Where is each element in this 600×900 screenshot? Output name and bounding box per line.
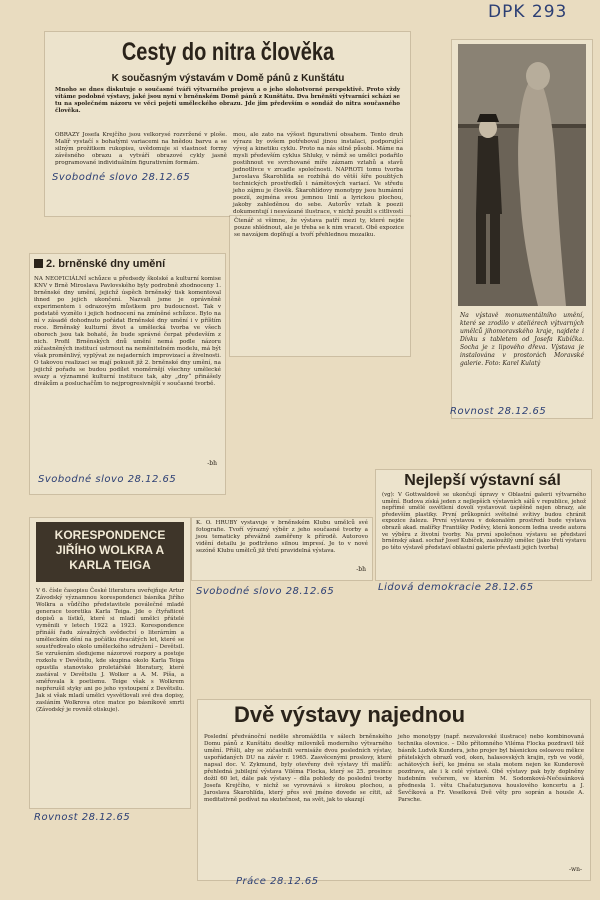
article-sign: -bh [356, 566, 366, 573]
article-title-text: 2. brněnské dny umění [46, 258, 166, 270]
article-hruby-clipping [192, 518, 372, 580]
article-subtitle: K současným výstavám v Domě pánů z Kunštátu [111, 73, 345, 84]
article-cesty-continuation [230, 216, 410, 356]
article-dny-umeni-clipping [30, 254, 225, 494]
article-body: NA NEOFICIÁLNÍ schůzce u předsedy školské a kulturní komise KNV v Brně Miroslava Pavlovského byly podrobně zhodnoceny 1. brněnské dny umění, jejichž úspěch brněnský tisk komentoval ihned po jejich ukončení. Nazvali jsme je oprávněně experimentem i odrazovým můstkem pro budoucnost. Tak v podstatě vyznělo i jejich hodnocení na zmíněné schůzce. Bylo na ní v zásadě dohodnuto pořádat Brněnské dny umění i v příštím roce. Brněnský kulturní život a umělecká tvorba ve všech oborech jsou tak bohaté, že bude správné čerpat především z nich. Profil Brněnských dnů umění nemá podle názoru zúčastněných institucí ustrnout na neměnitelném modelu, má být však proměnlivý, vyplývat ze nejaderních improvizací a živelnosti. O takovou realizaci se mají pokusit již 2. brněnské dny umění, na jejichž pořadu se budou podílet vnoměrnějí všechny umělecké svazy a významné kulturní instituce tak, aby „dny“ přinášely divákům a posluchačům to nejprogresivnější v současné tvorbě. [34, 276, 221, 387]
article-title: Dvě výstavy najednou [234, 702, 466, 727]
source-note: Lidová demokracie 28.12.65 [378, 582, 534, 593]
source-note: Rovnost 28.12.65 [450, 406, 547, 417]
article-title-box [36, 522, 184, 582]
source-note: Práce 28.12.65 [236, 876, 319, 887]
source-note: Svobodné slovo 28.12.65 [52, 172, 191, 183]
article-sign: -wn- [568, 866, 582, 873]
article-column-1: Poslední předvánoční neděle shromáždila v sálech brněnského Domu pánů z Kunštátu desítky milovníků moderního výtvarného umění. Přišli, aby se zúčastnili vernisáže dvou posledních výstav, uspořádaných DU na závěr r. 1965. Zasvěcenými proslovy, které napsal doc. V. Zykmund, byly otevřeny dvě výstavy tří malířů: přehledná jubilejní výstava Viléma Flocka, který se 25. prosince dožil 60 let, dále pak výstavy – díla pohledy do poslední tvorby Josefa Krejčího, v nichž se vyrovnává s širokou plochou, a Jaroslava Škarohlída, který přes své jméno dovede se cítit, až meditativně podívat na skutečnost, na svět, jak to ukazují [204, 734, 392, 803]
article-lead: Mnoho se dnes diskutuje o současné tváři výtvarného projevu a o jeho slohotvorné perspektivě. Proto vždy vítáme podobné výstavy, jaké jsou nyní v brněnském Domě pánů z Kunštátu. Dva brněnští výtvarníci schází se tu na společném názoru ve věci pojetí uměleckého obrazu. Jde jim především o sondáž do nitra současného člověka. [55, 87, 400, 114]
source-note: Rovnost 28.12.65 [34, 812, 131, 823]
continuation-text: Čtenář si všimne, že výstava patří mezi ty, které nejde pouze shlédnout, ale je třeba se k nim vracet. Obě expozice se navzájem doplňují a tvoří přehlednou mozaiku. [234, 218, 404, 238]
article-dve-vystavy-clipping [198, 700, 590, 880]
article-column-1: OBRAZY Josefa Krejčího jsou velkorysé rozvržené v ploše. Malíř vystačí s bohatými variacemi na hnědou barvu a se silným prožitkem rukopisu, uvědomuje si vlastnost formy závěsného obrazu a vytváří obrazové cykly jasně programované individuálním figurativním formám. [55, 132, 227, 166]
article-title [34, 258, 219, 270]
article-cesty-clipping [45, 32, 410, 216]
article-column-2: mou, ale zato na výšost figurativní obsahem. Tento druh výrazu by ovšem potřeboval jinou instalaci, podporující vývoj a kinetiku cyklu. Proto na nás silně působí. Máme na mysli především cyklus Shluky, v němž se umělci podařilo postihnout ve svrchované míře záznam vztahů a stavů jednotlivce v zrcadle společnosti. NAPROTI tomu tvorba Jaroslava Škarohlída se rozbíhá do větší šíře použitých technických prostředků i námětových variací. Ve středu jeho zájmu je člověk. Škarohlídovy monotypy jsou humánní poezií, zejména svou jemnou linií a lyrickou plochou, jakoby zahleděnou do sebe. Autorův vztah k poezii dokumentují i nesvázané ilustrace, v nichž použil s citlivostí [233, 132, 403, 215]
article-title: Cesty do nitra člověka [121, 38, 335, 66]
source-note: Svobodné slovo 28.12.65 [38, 474, 177, 485]
sculpture-photo [458, 44, 586, 306]
source-note: Svobodné slovo 28.12.65 [196, 586, 335, 597]
photo-clipping [452, 40, 592, 418]
article-korespondence-clipping [30, 518, 190, 808]
archive-mark: DPK 293 [488, 2, 568, 22]
article-sign: -bh [207, 460, 217, 467]
article-body: K. O. HRUBY vystavuje v brněnském Klubu umělců své fotografie. Tvoří výrazný výběr z jeho současné tvorby a jsou tematicky převážně zaměřeny k přírodě. Autorovo vidění detailu je podtrženo silnou impresí. Je to v nové sezóně Klubu umělců již třetí pravidelná výstava. [196, 520, 368, 554]
article-title: KORESPONDENCE JIŘÍHO WOLKRA A KARLA TEIGA [54, 528, 166, 572]
square-bullet-icon [34, 259, 43, 268]
article-body: (vg): V Gottwaldově se ukončují úpravy v Oblastní galerii výtvarného umění. Budova získá jeden z nejlepších výstavních sálů v republice, jehož nepřímé umělé osvětlení dovolí vystavovat úspěšně nejen obrazy, ale především plastiky. První průkopníci světelné svítivy budou chránit expozice žalezu. První výstavou v dokonalém prostředí bude výstava obrazů akad. malířky Františky Poděvy, která koncem ledna uvede autora ve výběru z životní tvorby. Na první společnou výstavu se představí brněnský akad. sochař Josef Kubíček, zasloužilý umělec (jako třetí výstavu po této výstavě představí oblastní galerie převlasti jejich tvorba) [382, 492, 586, 551]
article-body: V 6. čísle časopisu České literatura uveřejňuje Artur Závodský významnou korespondenci básníka Jiřího Wolkra a vůdčího představitele poválečné mladé generace teoretika Karla Teiga. Jde o čtyřafiicet dopisů a lístků, které si mladí umělci přátelé vyměnili v letech 1922 a 1923. Korespondence přináší řadu závažných svědectví o literárním a uměleckém dění na počátku dvacátých let, které se soustřeďovalo okolo uměleckého sdružení – Devětsil. Se vzrušením sledujeme názorové rozpory a postoje rozkolu v Devětsilu, kde skupina okolo Karla Teiga opustila stanovisko proletářské literatury, které zastával v Devětsilu J. Wolker a A. M. Píša, a směřovala k poetismu. Teige však s Wolkrem nepřerušil styky ani po jeho vystoupení z Devětsilu. Jak si však mladí umělci vysvětlovali své dva dopisy, zasláním Wolkrova otce matce po básníkově smrti (Závodský je rovněž otiskuje). [36, 588, 184, 713]
article-column-2: jeho monotypy (např. nezvalovské ilustrace) nebo kombinovaná technika olovnice. – Dílo přítomného Viléma Flocka pozdravil též básník Ludvík Kundera, jeho projev byl básnickou osloavou měkce přátelských obrazů vod, oken, halasovských krajin, ryb ve vodě, achátových šeří, ke jménu se stala motem nejen ke Kunderově pozdravu, ale i k celé výstavě. Obě výstavy pak byly doplněny hudebním večerem, ve kterém M. Sodomková-Nečesánková přednesla 1. větu Chačaturjanova houslového koncertu a J. Ševčíková a Fr. Veselková Dvě věty pro soprán a housle A. Parsche. [398, 734, 584, 803]
article-title: Nejlepší výstavní sál [404, 472, 561, 489]
photo-caption: Na výstavě monumentálního umění, které se zrodilo v ateliérech výtvarných umělců jihomoravského kraje, najdete i Dívku s tabletem od Josefa Kubíčka. Socha je z lipového dřeva. Výstava je instalována v prostorách Moravské galerie. Foto: Karel Kulatý [460, 312, 584, 367]
article-vystavni-sal-clipping [376, 470, 591, 580]
